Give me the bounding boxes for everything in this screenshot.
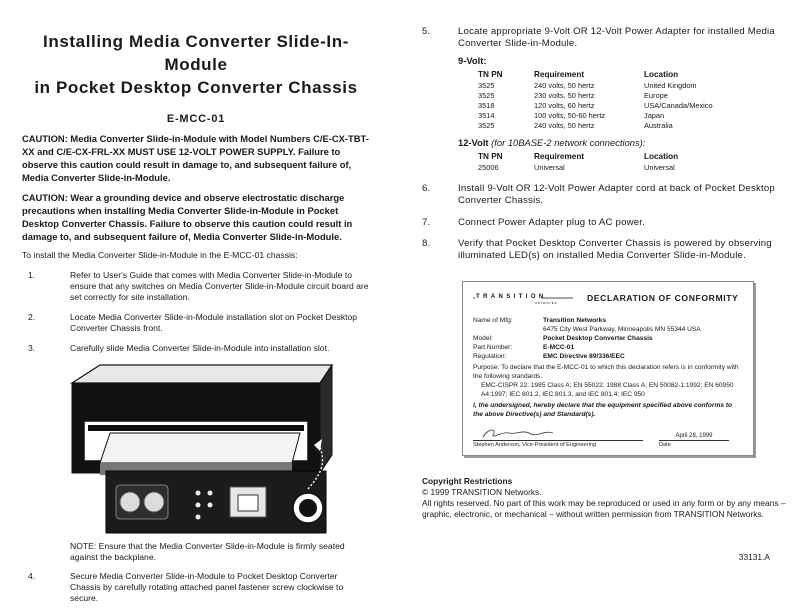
chassis-drawing [70,363,338,533]
declaration-standards: EMC-CISPR 22: 1985 Class A; EN 55022: 1988 Class A; EN 50082-1:1992; EN 60950 A4:1997; IEC 801.2, IEC 801.3, and IEC 801.4; IEC 950 [481,381,734,398]
step-number: 7. [422,216,431,228]
copyright-line-1: © 1999 TRANSITION Networks. [422,486,542,497]
twelve-volt-label: 12-Volt [458,136,489,148]
regulation-row [473,352,743,361]
install-steps-continued [22,571,370,604]
declaration-statement: I, the undersigned, hereby declare that the equipment specified above conforms to the above Directive(s) and Standard(s). [473,401,733,418]
step-3 [22,343,370,354]
step-text: Locate appropriate 9-Volt OR 12-Volt Power Adapter for installed Media Converter Slide-in-Module. [458,26,775,50]
step-text: Verify that Pocket Desktop Converter Chassis is powered by observing illuminated LED(s) on installed Media Converter Slide-in-Module. [458,238,772,262]
table-row [478,121,754,131]
cell-tn: 3525 [478,80,495,90]
step-5 [422,26,790,51]
install-intro: To install the Media Converter Slide-in-Module in the E-MCC-01 chassis: [22,250,298,260]
nine-volt-label: 9-Volt: [458,54,487,66]
signature-labels [473,442,743,448]
part-value: E-MCC-01 [543,343,575,351]
left-column [22,0,370,613]
cell-req: Universal [534,162,565,172]
step-number: 8. [422,238,431,250]
caution-power-supply: CAUTION: Media Converter Slide-in-Module with Model Numbers C/E-CX-TBT-XX and C/E-CX-FRL-XX MUST USE 12-VOLT POWER SUPPLY. Failure to observe this caution could result in damage to, and subsequent failure of, Media Converter Slide-in-Module. [22,133,369,183]
table-row [478,111,754,121]
cell-tn: 3514 [478,110,495,120]
copyright-block [422,476,790,520]
table-row [478,91,754,101]
document-id: 33131.A [738,552,770,562]
step-1 [22,270,370,303]
date-label: Date [659,441,671,448]
step-text: Locate Media Converter Slide-in-Module installation slot on Pocket Desktop Converter Chassis front. [70,312,358,333]
declaration-title: DECLARATION OF CONFORMITY [587,292,739,303]
step-number: 2. [28,312,36,322]
signer-name: Stephen Anderson, Vice-President of Engineering [473,441,597,448]
part-label: Part Number: [473,343,513,351]
model-number: E-MCC-01 [166,113,226,125]
step-6 [422,183,790,208]
right-column [422,0,790,520]
col-location: Location [644,69,679,79]
cell-tn: 3525 [478,120,495,130]
table-header-row [478,70,754,81]
col-tn-pn: TN PN [478,151,503,161]
cell-req: 230 volts, 50 hertz [534,90,595,100]
cell-tn: 25006 [478,162,499,172]
col-tn-pn: TN PN [478,69,503,79]
step-2 [22,312,370,334]
nine-volt-heading [458,55,790,66]
title-line-1: Installing Media Converter Slide-In-Module [43,32,349,74]
cell-tn: 3518 [478,100,495,110]
step-number: 4. [28,571,36,581]
step-text: Connect Power Adapter plug to AC power. [458,216,645,228]
transition-networks-logo [473,290,573,306]
logo-text: TRANSITION [476,293,547,300]
part-row [473,343,743,352]
regulation-value: EMC Directive 89/336/EEC [543,352,625,360]
cell-loc: USA/Canada/Mexico [644,100,713,110]
model-label: Model: [473,334,493,342]
twelve-volt-note: (for 10BASE-2 network connections): [491,136,646,148]
cell-loc: Japan [644,110,665,120]
mfg-label: Name of Mfg: [473,316,513,324]
cell-req: 240 volts, 50 hertz [534,120,595,130]
col-requirement: Requirement [534,151,585,161]
step-8 [422,238,790,263]
regulation-label: Regulation: [473,352,507,360]
step-7 [422,217,790,229]
caution-esd: CAUTION: Wear a grounding device and observe electrostatic discharge precautions when installing Media Converter Slide-in-Module in Pocket Desktop Converter Chassis. Failure to observe this caution could result in damage to, and subsequent failure of, Media Converter Slide-in-Module. [22,192,353,242]
signature-image [473,425,643,441]
step-number: 6. [422,182,431,194]
declaration-of-conformity [462,281,754,456]
mfg-value-wrap [543,316,743,334]
col-requirement: Requirement [534,69,585,79]
col-location: Location [644,151,679,161]
page-title [22,30,370,99]
step-text: Install 9-Volt OR 12-Volt Power Adapter cord at back of Pocket Desktop Converter Chassis. [458,182,775,207]
step-number: 1. [28,270,36,280]
declaration-purpose: Purpose: To declare that the E-MCC-01 to which this declaration refers is in conformity with the following standards. [473,363,739,380]
cell-tn: 3525 [478,90,495,100]
step-number: 3. [28,343,36,353]
cell-req: 100 volts, 50-60 hertz [534,110,606,120]
step-text: Secure Media Converter Slide-in-Module to Pocket Desktop Converter Chassis by carefully rotating attached panel fastener screw clockwise to secure. [70,571,344,603]
cell-req: 240 volts, 50 hertz [534,80,595,90]
install-steps [22,270,370,354]
model-value: Pocket Desktop Converter Chassis [543,334,653,342]
declaration-header [473,290,743,306]
table-row [478,163,754,173]
step-text: Carefully slide Media Converter Slide-in-Module into installation slot. [70,343,330,353]
model-row [473,334,743,343]
cell-req: 120 volts, 60 hertz [534,100,595,110]
mfg-address: 6475 City West Parkway, Minneapolis MN 55344 USA [543,325,701,333]
cell-loc: Australia [644,120,673,130]
step-text: Refer to User's Guide that comes with Media Converter Slide-in-Module to ensure that any switches on Media Converter Slide-in-Module circuit board are set correctly for site installation. [70,270,369,302]
twelve-volt-heading [458,137,790,148]
cell-loc: United Kingdom [644,80,697,90]
cell-loc: Universal [644,162,675,172]
copyright-heading: Copyright Restrictions [422,475,513,486]
twelve-volt-table [478,152,754,173]
mfg-value: Transition Networks [543,316,607,324]
table-row [478,81,754,91]
chassis-illustration [70,363,338,533]
seating-note: NOTE: Ensure that the Media Converter Slide-in-Module is firmly seated against the backplane. [70,541,345,562]
cell-loc: Europe [644,90,668,100]
logo-subtext: networks [535,300,558,305]
table-header-row [478,152,754,163]
mfg-row [473,316,743,334]
signature-line [473,425,643,441]
copyright-line-2: All rights reserved. No part of this work may be reproduced or used in any form or by any means – graphic, electronic, or mechanical – without written permission from TRANSITION Networks. [422,497,786,519]
step-number: 5. [422,26,431,37]
signature-row [473,425,743,441]
nine-volt-table [478,70,754,131]
step-4 [22,571,370,604]
title-line-2: in Pocket Desktop Converter Chassis [34,78,358,97]
table-row [478,101,754,111]
signature-date: April 28, 1999 [659,432,729,441]
